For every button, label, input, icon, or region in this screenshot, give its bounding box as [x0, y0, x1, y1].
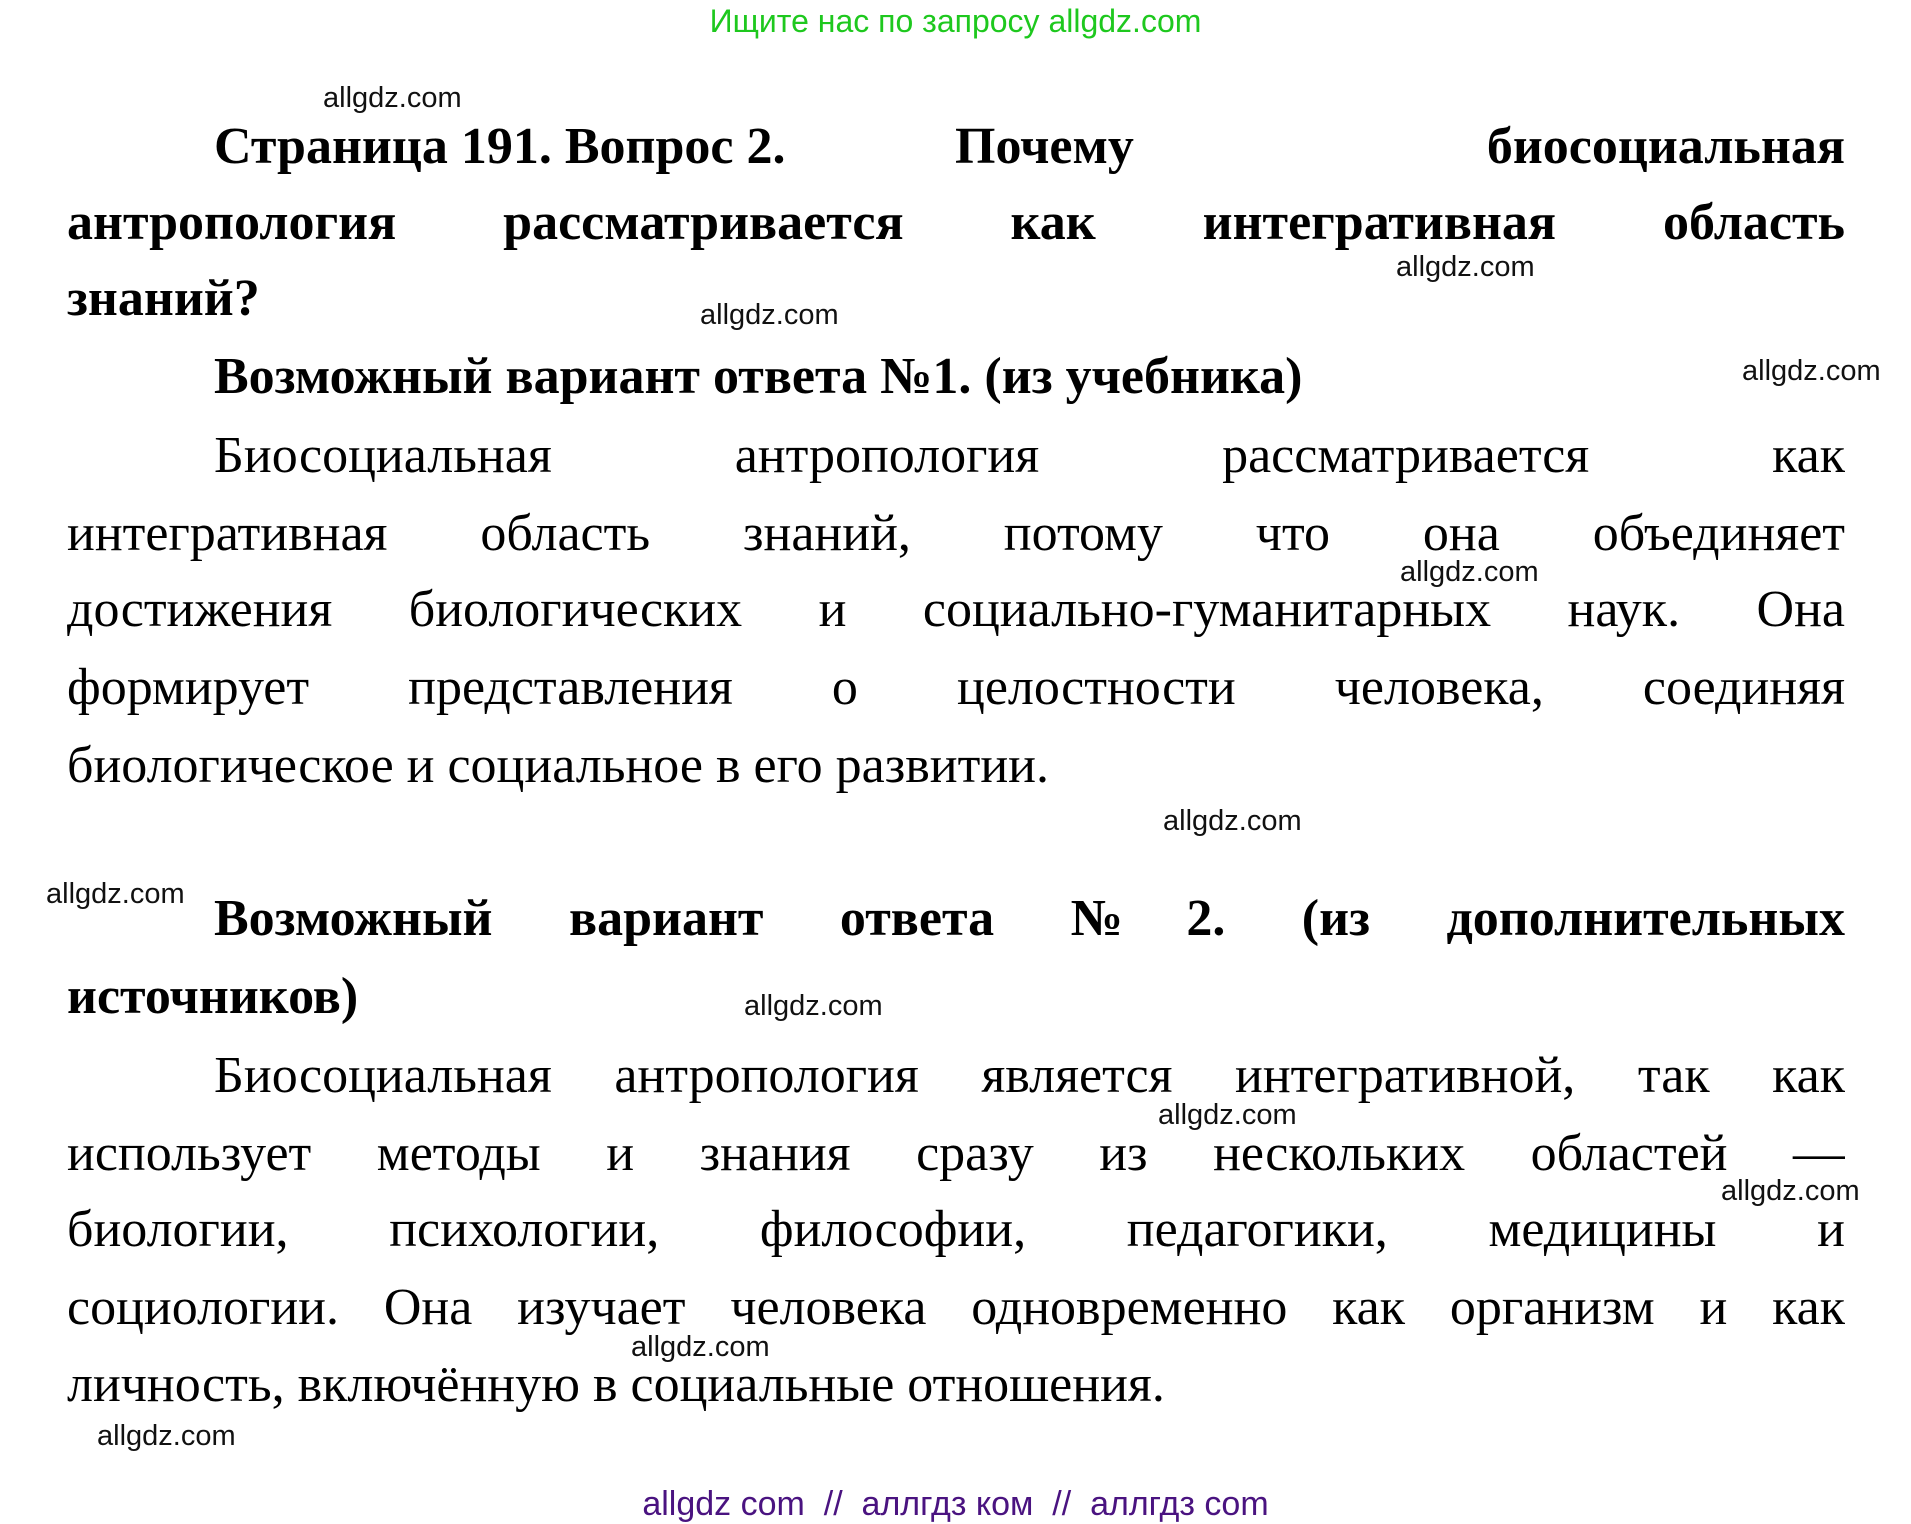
- watermark: allgdz.com: [1396, 251, 1535, 283]
- answer-1-line-3: достижения биологических и социально-гуманитарных наук. Она: [67, 581, 1845, 638]
- watermark: allgdz.com: [1742, 355, 1881, 387]
- search-banner: Ищите нас по запросу allgdz.com: [709, 3, 1202, 39]
- answer-2-heading-line-1: Возможный вариант ответа №2. (из дополнительных: [214, 890, 1845, 947]
- answer-2-heading-line-2: источников): [67, 968, 359, 1025]
- question-title-line-2: антропология рассматривается как интегративная область: [67, 194, 1845, 251]
- watermark: allgdz.com: [744, 990, 883, 1022]
- answer-2-line-4: социологии. Она изучает человека одновременно как организм и как: [67, 1279, 1845, 1336]
- question-title-line-3: знаний?: [67, 270, 260, 327]
- question-title-word-why: Почему: [955, 118, 1134, 175]
- answer-2-line-2: использует методы и знания сразу из нескольких областей —: [67, 1125, 1845, 1182]
- question-title-word-biosocial: биосоциальная: [1486, 118, 1845, 175]
- watermark: allgdz.com: [1163, 805, 1302, 837]
- watermark: allgdz.com: [700, 299, 839, 331]
- answer-1-line-1: Биосоциальная антропология рассматривается как: [214, 427, 1845, 484]
- answer-1-line-5: биологическое и социальное в его развитии.: [67, 737, 1050, 794]
- answer-1-line-2: интегративная область знаний, потому что она объединяет: [67, 505, 1845, 562]
- watermark: allgdz.com: [631, 1331, 770, 1363]
- watermark: allgdz.com: [46, 878, 185, 910]
- answer-2-line-5: личность, включённую в социальные отношения.: [67, 1356, 1165, 1413]
- watermark: allgdz.com: [323, 82, 462, 114]
- watermark: allgdz.com: [1400, 556, 1539, 588]
- answer-2-line-3: биологии, психологии, философии, педагогики, медицины и: [67, 1201, 1845, 1258]
- watermark: allgdz.com: [1721, 1175, 1860, 1207]
- question-title-prefix: Страница 191. Вопрос 2.: [214, 118, 786, 175]
- watermark: allgdz.com: [97, 1420, 236, 1452]
- watermark: allgdz.com: [1158, 1099, 1297, 1131]
- answer-1-line-4: формирует представления о целостности человека, соединяя: [67, 659, 1845, 716]
- footer-links-text: allgdz com // аллгдз ком // аллгдз com: [642, 1485, 1269, 1523]
- answer-1-heading: Возможный вариант ответа №1. (из учебника): [214, 348, 1303, 405]
- answer-2-line-1: Биосоциальная антропология является интегративной, так как: [214, 1047, 1845, 1104]
